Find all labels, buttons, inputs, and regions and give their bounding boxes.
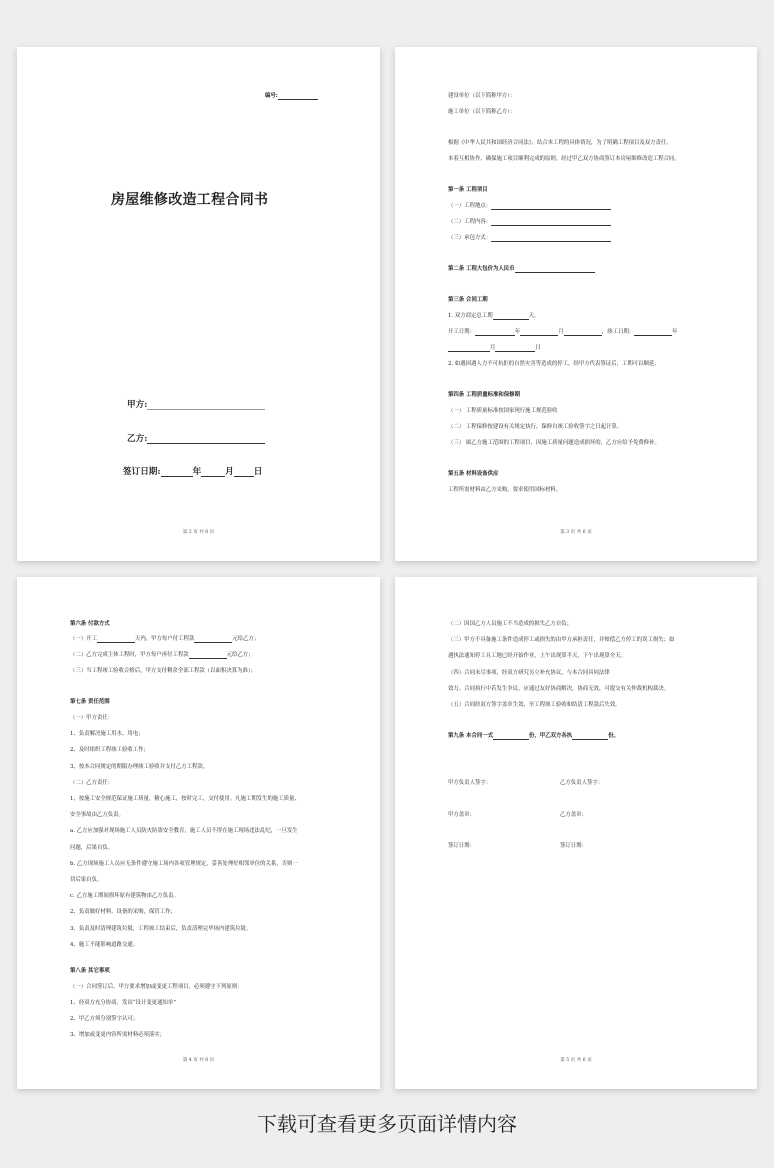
text-line: （三）当工程竣工验收合格后，甲方支付剩余全部工程款（以面积决算为准）； <box>70 668 256 674</box>
party-a-seal: 甲方盖章： <box>448 812 475 818</box>
text-line: （四）合同未尽事项，经双方研究另立补充协议，与本合同具同法律 <box>448 669 610 676</box>
text-line: 效力。合同执行中若发生争议，应通过友好协商解决，协商无效，可提交有关仲裁机构裁决。 <box>448 685 670 692</box>
text-line: 施工单位（以下简称乙方）： <box>448 109 516 115</box>
text-line: 建设单位（以下简称甲方）： <box>448 93 516 99</box>
text-line: （一）工程地点： <box>448 203 611 210</box>
text-line: 根据《中华人民共和国经济合同法》，结合本工程的具体情况，为了明确工程项目及双方责任， <box>448 140 672 146</box>
article-heading: 第六条 付款方式 <box>70 621 110 627</box>
party-b-field: 乙方: <box>127 432 265 444</box>
text-line: （一）合同签订后，甲方要求增加或变更工程项目，必须遵守下列原则： <box>70 984 243 990</box>
text-line: 本着互相协作，确保施工项目顺利完成的原则，经过甲乙双方协商签订本房屋维修改造工程合同。 <box>448 156 680 162</box>
page-footer: 第 3 页 共 6 页 <box>560 530 592 535</box>
text-line: （二）因国乙方人员施工不当造成的损失乙方自负； <box>448 621 572 627</box>
party-b-seal: 乙方盖章： <box>560 812 587 818</box>
text-line: 2、及时组织工程竣工验收工作； <box>70 747 149 754</box>
page-articles-6-8 <box>17 577 380 1089</box>
text-line: 2、负责做好材料、设备的采购，保管工作； <box>70 909 176 916</box>
text-line: 1、按施工安全规范保证施工质量，精心施工，按时完工，交付使用。凡施工期发生的施工质量、 <box>70 796 300 802</box>
text-line: 切后果自负。 <box>70 877 103 883</box>
article-heading: 第八条 其它事项 <box>70 968 110 974</box>
party-b-date: 签订日期： <box>560 843 587 849</box>
article-heading: 第五条 材料设备供应 <box>448 471 499 477</box>
text-line: （二） 工程保修按建设有关规定执行，保修自竣工验收签字之日起计算。 <box>448 424 623 430</box>
download-caption: 下载可查看更多页面详情内容 <box>257 1112 517 1136</box>
text-line: 安全事故由乙方负责。 <box>70 812 124 819</box>
article-heading: 第九条 本合同一式 份，甲乙双方各执 份。 <box>448 733 619 739</box>
text-line: 开工日期： 年 月 ，竣工日期： 年 <box>448 329 678 335</box>
sign-date-field: 签订日期: 年 月 日 <box>123 467 263 477</box>
article-heading: 第三条 合同工期 <box>448 297 488 303</box>
text-line: （五）合同经双方签字盖章生效，至工程竣工验收和结清工程款后失效。 <box>448 702 621 708</box>
article-heading: 第二条 工程大包价为人民币 <box>448 266 595 273</box>
party-b-rep-signature: 乙方负责人签字： <box>560 780 604 786</box>
text-line: （二）工程内容： <box>448 219 611 226</box>
text-line: 1、负责解决施工用水、用电； <box>70 731 144 738</box>
page-cover <box>17 47 380 561</box>
article-heading: 第七条 责任范围 <box>70 699 110 705</box>
page-footer: 第 2 页 共 6 页 <box>182 530 215 535</box>
text-line: 3、负责及时清理建筑垃圾，工程竣工结束后，负责清理完毕场内建筑垃圾。 <box>70 925 252 932</box>
text-line: （三）承包方式： <box>448 235 611 242</box>
text-line: c. 乙方施工期间损坏原有建筑物由乙方负责。 <box>70 893 179 900</box>
text-line: 2、甲乙方须分别签字认可； <box>70 1016 139 1022</box>
text-line: 工程所需材料由乙方采购，要求使用国标材料。 <box>448 487 562 493</box>
text-line: （一）甲方责任： <box>70 715 114 721</box>
contract-number: 编号: <box>265 93 318 100</box>
text-line: （二）乙方责任： <box>70 779 114 786</box>
party-a-date: 签订日期： <box>448 843 475 849</box>
page-footer: 第 5 页 共 6 页 <box>560 1058 592 1063</box>
text-line: a. 乙方应加强对现场施工人员防火防盗安全教育，施工人员不得在施工现场违法乱纪，一旦发生 <box>70 828 298 835</box>
page-article-9-signatures <box>395 577 757 1089</box>
article-heading: 第四条 工程质量标准和保修期 <box>448 392 520 398</box>
text-line: （一） 工程质量标准按国家现行施工规范验收 <box>448 408 558 414</box>
text-line: 月 日 <box>448 345 541 352</box>
article-heading: 第一条 工程项目 <box>448 187 488 193</box>
page-articles-1-5 <box>395 47 757 561</box>
text-line: 1、经双方充分协商，发出“设计变更通知单” <box>70 1000 176 1006</box>
page-footer: 第 4 页 共 6 页 <box>182 1058 215 1063</box>
text-line: （一）开工 天内，甲方每户付工程款 元给乙方； <box>70 636 260 642</box>
text-line: 3、按本合同规定的期限办理竣工验收并支付乙方工程款。 <box>70 763 209 770</box>
text-line: 3、增加或变更内容所需材料必须落实； <box>70 1032 166 1038</box>
text-line: 2. 如遇因遇人力不可抗拒的自然灾害等造成的停工，经甲方代表签证后，工期可以顺延。 <box>448 361 660 367</box>
text-line: （三） 属乙方施工范围的工程项目，因施工质量问题造成损坏的，乙方应给予免费修补。 <box>448 440 660 446</box>
document-title: 房屋维修改造工程合同书 <box>111 192 269 208</box>
text-line: 4、施工不能影响道路交通。 <box>70 941 139 948</box>
text-line: b. 乙方现场施工人员应无条件遵守施工场内各项管理规定，妥善处理好相邻单位的关系，否则一 <box>70 860 298 867</box>
text-line: 问题，后果自负。 <box>70 844 114 851</box>
text-line: 遇执法通知停工且工地已经开始作业，上午出现算半天，下午出现算全天。 <box>448 653 626 660</box>
party-a-rep-signature: 甲方负责人签字： <box>448 780 492 786</box>
text-line: （二）乙方完成主体工程时，甲方每户再付工程款 元给乙方； <box>70 652 254 658</box>
text-line: 1. 双方商定总工期 天。 <box>448 313 540 319</box>
text-line: （三）甲方不具备施工条件造成停工或损失的由甲方承担责任，并赔偿乙方停工的误工损失；如 <box>448 637 675 644</box>
party-a-field: 甲方: <box>127 398 265 410</box>
